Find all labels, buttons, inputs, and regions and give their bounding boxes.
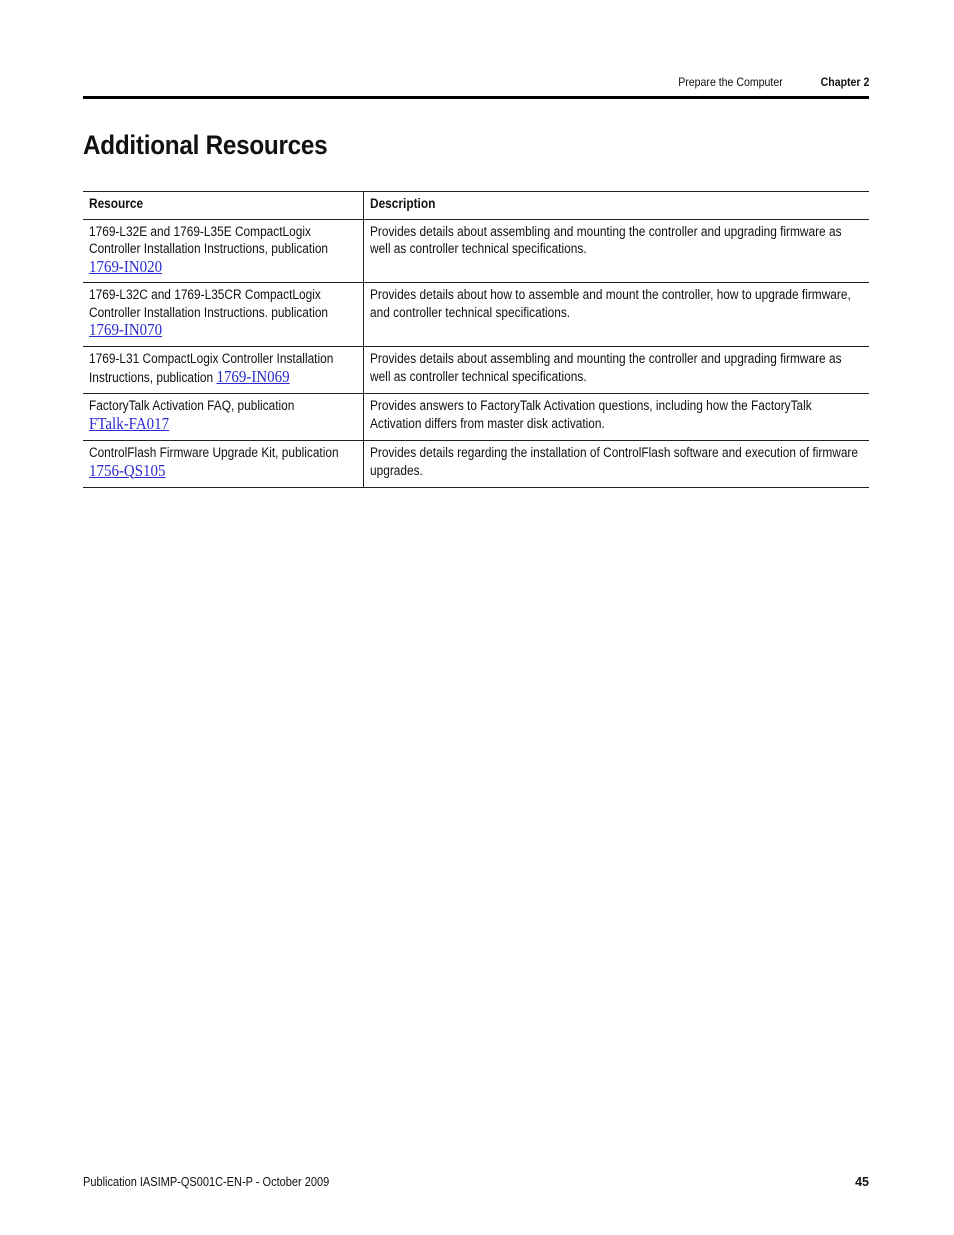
publication-link[interactable]: 1769-IN069 <box>216 366 290 386</box>
publication-link[interactable]: FTalk-FA017 <box>89 413 170 433</box>
resource-cell <box>83 219 364 283</box>
column-header-description: Description <box>364 192 870 220</box>
description-text: Provides details about how to assemble and mount the controller, how to upgrade firmware, and controller technical specifications. <box>370 287 851 320</box>
description-text: Provides details about assembling and mounting the controller and upgrading firmware as well as controller technical specifications. <box>370 223 842 256</box>
resource-cell <box>83 394 364 441</box>
publication-footer: Publication IASIMP-QS001C-EN-P - October 2009 <box>83 1175 330 1189</box>
page-title: Additional Resources <box>83 130 328 160</box>
description-cell <box>364 347 870 394</box>
section-title: Prepare the Computer <box>677 75 783 89</box>
resource-text: 1769-L32C and 1769-L35CR CompactLogix Controller Installation Instructions. publication <box>89 287 329 320</box>
description-cell <box>364 394 870 441</box>
resource-cell <box>83 347 364 394</box>
table-header-row <box>83 192 869 220</box>
resource-text: FactoryTalk Activation FAQ, publication <box>89 398 295 413</box>
page-number: 45 <box>855 1175 869 1189</box>
resources-table <box>83 191 869 488</box>
table-row <box>83 219 869 283</box>
resource-text: 1769-L31 CompactLogix Controller Installation Instructions, publication <box>89 351 334 385</box>
description-text: Provides details about assembling and mounting the controller and upgrading firmware as well as controller technical specifications. <box>370 351 842 384</box>
running-header <box>664 74 869 90</box>
description-text: Provides details regarding the installation of ControlFlash software and execution of firmware upgrades. <box>370 445 859 478</box>
description-cell <box>364 283 870 347</box>
table-row <box>83 283 869 347</box>
publication-link[interactable]: 1756-QS105 <box>89 460 166 480</box>
resource-text: ControlFlash Firmware Upgrade Kit, publication <box>89 445 339 460</box>
resource-text: 1769-L32E and 1769-L35E CompactLogix Controller Installation Instructions, publication <box>89 223 329 256</box>
description-cell <box>364 219 870 283</box>
description-cell <box>364 441 870 488</box>
table-row <box>83 394 869 441</box>
resource-cell <box>83 283 364 347</box>
publication-link[interactable]: 1769-IN020 <box>89 256 163 276</box>
column-header-resource: Resource <box>83 192 364 220</box>
header-rule <box>83 96 869 99</box>
publication-link[interactable]: 1769-IN070 <box>89 320 163 339</box>
resource-cell <box>83 441 364 488</box>
table-row <box>83 441 869 488</box>
table-row <box>83 347 869 394</box>
chapter-label: Chapter 2 <box>820 75 869 89</box>
description-text: Provides answers to FactoryTalk Activation questions, including how the FactoryTalk Activation differs from master disk activation. <box>370 398 812 431</box>
